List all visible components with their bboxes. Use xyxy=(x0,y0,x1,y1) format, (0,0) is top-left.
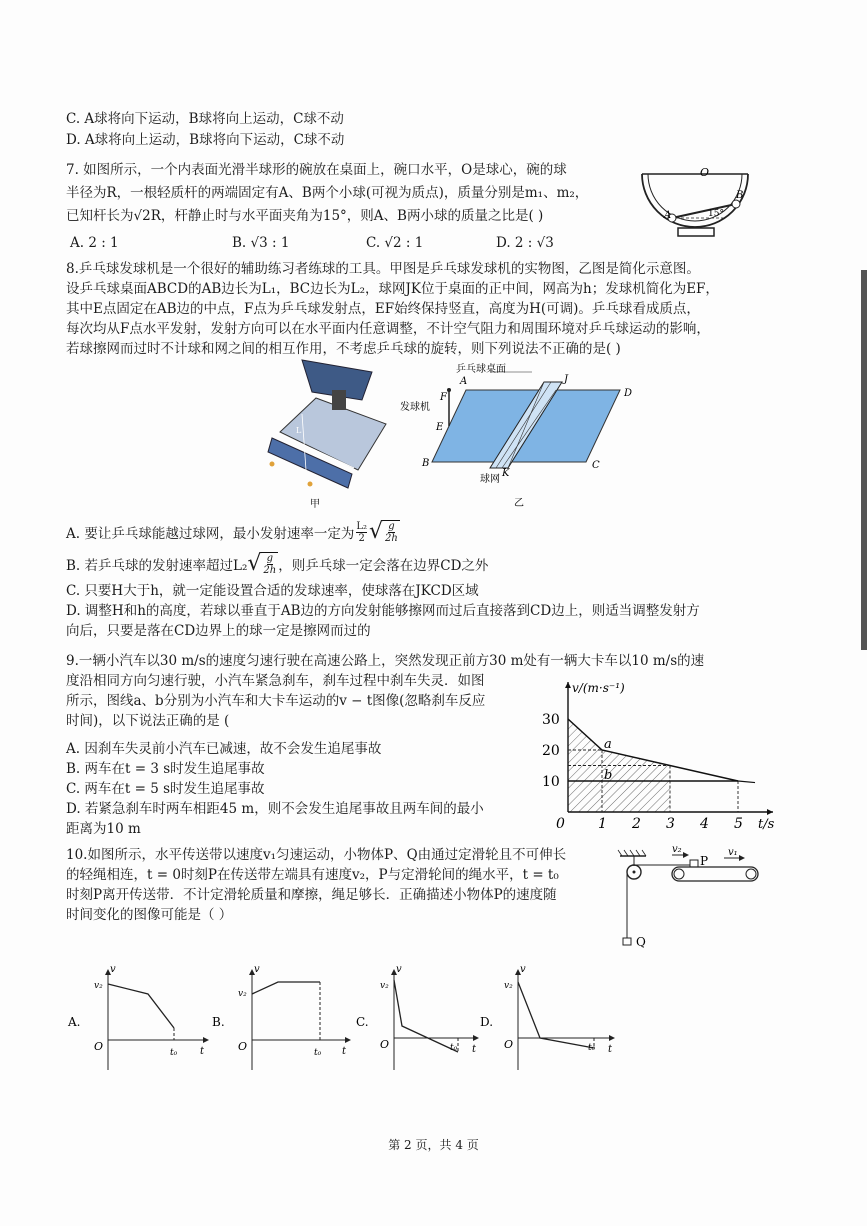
q8-line-3: 其中E点固定在AB边的中点，F点为乒乓球发射点，EF始终保持竖直，高度为H(可调)。乒乓球看成质点， xyxy=(66,301,700,317)
q7-fig-b: B xyxy=(736,190,744,201)
q10-graph-a[interactable] xyxy=(67,964,208,1070)
q7-option-b: B. √3 : 1 xyxy=(232,235,290,251)
page-number: 第 2 页，共 4 页 xyxy=(388,1138,479,1152)
q10-line-1: 10.如图所示，水平传送带以速度v₁匀速运动，小物体P、Q由通过定滑轮且不可伸长 xyxy=(66,847,567,863)
q8-option-a-fraction xyxy=(356,521,367,544)
q9-xtick-3: 3 xyxy=(666,816,675,832)
q8-a-sqrt-num: g xyxy=(388,521,395,532)
q10-conveyor-figure xyxy=(616,842,766,952)
q9-ylabel: v/(m·s⁻¹) xyxy=(572,681,625,695)
q9-xtick-4: 4 xyxy=(700,816,709,832)
q10-graph-c-t0: t₀ xyxy=(450,1043,458,1053)
q10-graph-c-o: O xyxy=(380,1038,390,1051)
q8-line-4: 每次均从F点水平发射，发射方向可以在水平面内任意调整，不计空气阻力和周围环境对乒乓球运动的影响， xyxy=(66,321,710,337)
q10-fig-v2: v₂ xyxy=(672,844,682,855)
q10-option-graphs xyxy=(60,960,640,1080)
q10-fig-p: P xyxy=(700,854,709,868)
q8-fig-yi-caption: 乙 xyxy=(514,498,524,509)
q8-line-2: 设乒乓球桌面ABCD的AB边长为L₁，BC边长为L₂，球网JK位于桌面的正中间，网高为h；发球机简化为EF， xyxy=(66,281,719,297)
q8-line-1: 8.乒乓球发球机是一个很好的辅助练习者练球的工具。甲图是乒乓球发球机的实物图，乙图是简化示意图。 xyxy=(66,261,700,277)
q8-a-frac-den: 2 xyxy=(358,532,365,544)
q10-graph-b-o: O xyxy=(238,1040,248,1053)
q7-option-a: A. 2 : 1 xyxy=(70,235,119,251)
q9-series-a-extension xyxy=(738,781,755,783)
q8-fig-pt-c: C xyxy=(592,460,600,471)
q8-option-a-text: A. 要让乒乓球能越过球网，最小发射速率一定为 xyxy=(66,526,355,542)
q9-line-3: 所示，图线a、b分别为小汽车和大卡车运动的v − t图像(忽略刹车反应 xyxy=(66,693,486,709)
q8-fig-pt-e: E xyxy=(436,422,444,433)
q10-graph-b[interactable] xyxy=(212,964,350,1070)
q8-fig-launcher-label: 发球机 xyxy=(400,402,430,413)
q10-graph-b-t0: t₀ xyxy=(314,1048,322,1058)
q9-ytick-20: 20 xyxy=(542,743,560,759)
q8-option-d-2: 向后，只要是落在CD边界上的球一定是擦网而过的 xyxy=(66,623,371,639)
q10-graph-c-y: v xyxy=(396,964,402,975)
q10-graph-d-t: t xyxy=(608,1044,613,1055)
q9-line-1: 9.一辆小汽车以30 m/s的速度匀速行驶在高速公路上，突然发现正前方30 m处有一辆大卡车以10 m/s的速 xyxy=(66,653,705,669)
q8-b-sqrt-num: g xyxy=(266,553,274,564)
q8-line-5: 若球擦网而过时不计球和网之间的相互作用，不考虑乒乓球的旋转，则下列说法不正确的是( ) xyxy=(66,341,621,357)
q10-line-3: 时刻P离开传送带．不计定滑轮质量和摩擦，绳足够长．正确描述小物体P的速度随 xyxy=(66,887,557,903)
q8-option-c: C. 只要H大于h，就一定能设置合适的发球速率，使球落在JKCD区域 xyxy=(66,583,479,599)
q9-ytick-10: 10 xyxy=(542,774,560,790)
q10-graph-d-t0: t₀ xyxy=(588,1043,596,1053)
q10-graph-c-v2: v₂ xyxy=(380,981,389,991)
q7-fig-o: O xyxy=(700,166,710,179)
q10-graph-d-o: O xyxy=(504,1038,514,1051)
q10-graph-d-v2: v₂ xyxy=(504,981,513,991)
q8-diagram-yi xyxy=(396,360,646,510)
q8-b-sqrt-den: 2h xyxy=(263,565,277,576)
q9-x-arrow xyxy=(767,809,773,815)
q8-fig-pt-k: K xyxy=(502,468,510,479)
q7-fig-a: A xyxy=(664,210,672,221)
q10-graph-d-letter: D. xyxy=(480,1015,494,1029)
q8-option-b-post: ，则乒乓球一定会落在边界CD之外 xyxy=(278,558,489,574)
q10-graph-c-letter: C. xyxy=(356,1015,369,1029)
q8-photo-jia xyxy=(262,360,392,510)
q8-option-b-sqrt xyxy=(261,552,278,576)
q10-graph-a-letter: A. xyxy=(68,1015,81,1029)
q7-option-d: D. 2 : √3 xyxy=(496,235,554,251)
q10-graph-a-t0: t₀ xyxy=(170,1048,178,1058)
q8-option-b: B. 若乒乓球的发射速率超过L₂ √ $\frac{g}{2h}$ ，则乒乓球一定会落在边界CD之外 xyxy=(66,551,489,576)
q10-fig-v1: v₁ xyxy=(728,847,738,858)
q9-vt-chart xyxy=(540,672,775,837)
q10-line-2: 的轻绳相连，t = 0时刻P在传送带左端具有速度v₂，P与定滑轮间的绳水平，t = t₀ xyxy=(66,867,559,883)
q10-line-4: 时间变化的图像可能是（ ） xyxy=(66,907,233,923)
q10-graph-b-y: v xyxy=(254,964,260,975)
q10-graph-a-t: t xyxy=(200,1046,205,1057)
q10-graph-a-v2: v₂ xyxy=(94,981,103,991)
q10-fig-q: Q xyxy=(636,935,646,949)
q8-option-a: A. 要让乒乓球能越过球网，最小发射速率一定为 $\frac{\text{L₂}}{2}$ √ $\frac{g}{2h}$ xyxy=(66,519,398,544)
q10-graph-c-t: t xyxy=(472,1044,477,1055)
q8-fig-pt-d: D xyxy=(624,388,633,399)
q9-line-4: 时间)，以下说法正确的是 ( xyxy=(66,713,230,729)
q9-option-d-cont: 距离为10 m xyxy=(66,821,141,837)
q8-option-a-sqrt xyxy=(383,520,400,544)
q9-y-arrow xyxy=(565,682,571,688)
q10-graph-b-v2: v₂ xyxy=(238,989,247,999)
q7-line-2: 半径为R，一根轻质杆的两端固定有A、B两个小球(可视为质点)，质量分别是m₁、m₂， xyxy=(66,185,589,201)
q9-xtick-2: 2 xyxy=(632,816,641,832)
q9-option-a: A. 因刹车失灵前小汽车已减速，故不会发生追尾事故 xyxy=(66,741,382,757)
q9-xlabel: t/s xyxy=(758,817,775,832)
q10-graph-a-o: O xyxy=(94,1040,104,1053)
q9-option-c: C. 两车在t = 5 s时发生追尾事故 xyxy=(66,781,265,797)
svg-text:L: L xyxy=(296,426,302,435)
q10-graph-a-y: v xyxy=(110,964,116,975)
q8-a-frac-num: L₂ xyxy=(356,520,367,532)
q8-option-b-text: B. 若乒乓球的发射速率超过L₂ xyxy=(66,558,248,574)
q7-line-1: 7. 如图所示，一个内表面光滑半球形的碗放在桌面上，碗口水平，O是球心，碗的球 xyxy=(66,162,567,178)
q7-line-3: 已知杆长为√2R，杆静止时与水平面夹角为15°，则A、B两小球的质量之比是( ) xyxy=(66,208,544,224)
q9-xtick-1: 1 xyxy=(598,816,607,832)
q10-graph-b-letter: B. xyxy=(212,1015,225,1029)
q8-fig-pt-j: J xyxy=(564,374,569,385)
q8-fig-pt-a: A xyxy=(460,376,468,387)
q9-option-d: D. 若紧急刹车时两车相距45 m，则不会发生追尾事故且两车间的最小 xyxy=(66,801,484,817)
q7-option-c: C. √2 : 1 xyxy=(366,235,424,251)
q10-graph-d-y: v xyxy=(520,964,526,975)
q9-series-a-label: a xyxy=(604,737,612,752)
q8-fig-pt-b: B xyxy=(422,458,430,469)
q10-graph-c[interactable] xyxy=(356,964,478,1070)
q9-ytick-30: 30 xyxy=(542,712,560,728)
q8-fig-net-label: 球网 xyxy=(480,474,500,485)
q6-option-c: C. A球将向下运动，B球将向上运动，C球不动 xyxy=(66,111,344,127)
q8-fig-pt-f: F xyxy=(440,392,447,403)
q8-option-d-1: D. 调整H和h的高度，若球以垂直于AB边的方向发射能够擦网而过后直接落到CD边上，则适当调整发射方 xyxy=(66,603,700,619)
q9-series-b-label: b xyxy=(604,768,613,783)
q9-xtick-5: 5 xyxy=(734,816,743,832)
scroll-indicator xyxy=(861,270,867,650)
q8-a-sqrt-den: 2h xyxy=(385,533,398,544)
q10-graph-b-t: t xyxy=(342,1046,347,1057)
q9-option-b: B. 两车在t = 3 s时发生追尾事故 xyxy=(66,761,265,777)
q10-graph-d[interactable] xyxy=(480,964,614,1070)
q9-xtick-0: 0 xyxy=(556,816,565,832)
q6-option-d: D. A球将向上运动，B球将向下运动，C球不动 xyxy=(66,132,345,148)
q8-fig-table-label: 乒乓球桌面 xyxy=(456,364,506,375)
q9-line-2: 度沿相同方向匀速行驶，小汽车紧急刹车，刹车过程中刹车失灵．如图 xyxy=(66,673,485,689)
q8-fig-jia-caption: 甲 xyxy=(310,499,320,510)
q7-fig-angle: 15° xyxy=(708,209,724,219)
q7-bowl-figure xyxy=(636,160,756,242)
